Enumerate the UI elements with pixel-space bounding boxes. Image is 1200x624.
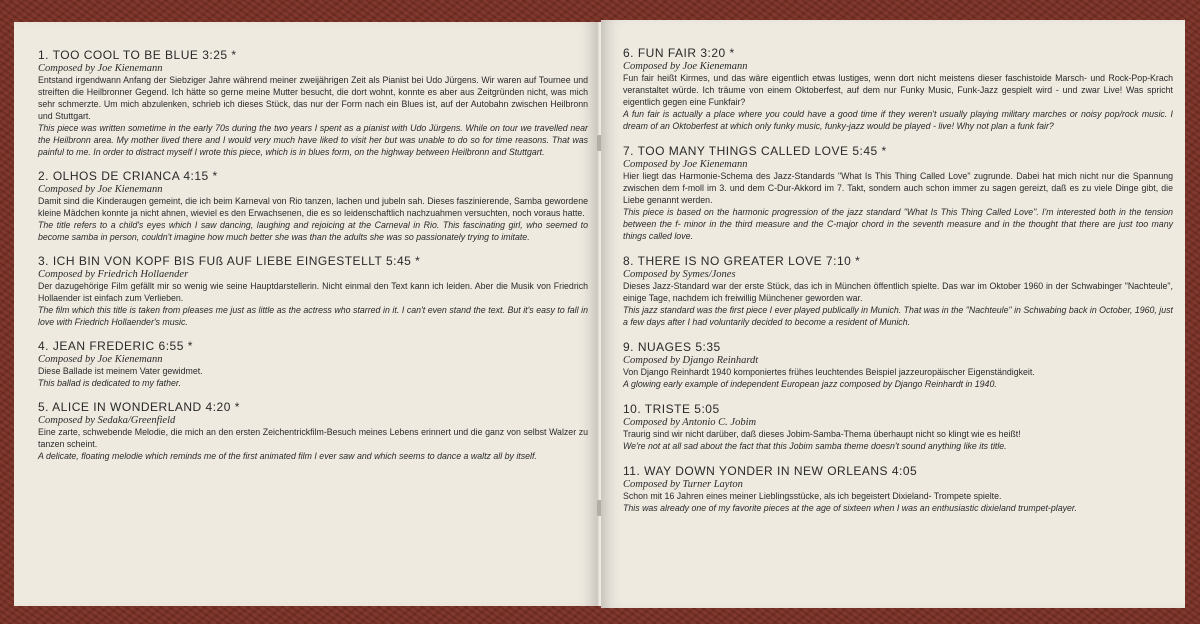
track-notes-german: Traurig sind wir nicht darüber, daß dieses Jobim-Samba-Thema überhaupt nicht so klingt wie es heißt! xyxy=(623,429,1021,439)
track-composer: Composed by Antonio C. Jobim xyxy=(623,417,757,428)
right-page xyxy=(601,20,1185,608)
track-composer: Composed by Joe Kienemann xyxy=(623,61,748,72)
track-composer: Composed by Symes/Jones xyxy=(623,269,736,280)
track-entry xyxy=(623,340,1173,390)
track-composer: Composed by Sedaka/Greenfield xyxy=(38,415,176,426)
track-title: 1. TOO COOL TO BE BLUE 3:25 * xyxy=(38,48,237,62)
track-notes-english: A delicate, floating melodie which reminds me of the first animated film I ever saw and which seems to dance a waltz all by itself. xyxy=(38,451,537,461)
track-title: 9. NUAGES 5:35 xyxy=(623,340,721,354)
track-notes-english: This piece was written sometime in the early 70s during the two years I spent as a pianist with Udo Jürgens. While on tour we travelled near the Heilbronn area. My mother lived there and I would very much have liked to visit her but was unable to do so for time reasons. That was painful to me. In order to distract myself I wrote this piece, which is in blues form, on the highway between Heilbronn and Stuttgart. xyxy=(38,123,588,157)
track-composer: Composed by Turner Layton xyxy=(623,479,743,490)
track-composer: Composed by Joe Kienemann xyxy=(38,354,163,365)
track-title: 11. WAY DOWN YONDER IN NEW ORLEANS 4:05 xyxy=(623,464,918,478)
track-title: 7. TOO MANY THINGS CALLED LOVE 5:45 * xyxy=(623,144,887,158)
track-entry xyxy=(38,400,588,462)
track-notes-english: This jazz standard was the first piece I ever played publically in Munich. That was in the "Nachteule" in Schwabing back in October, 1960, just a few days after I had voluntarily decided to become a resident of Munich. xyxy=(623,305,1173,327)
track-entry xyxy=(623,254,1173,328)
track-entry xyxy=(623,46,1173,132)
track-notes-german: Fun fair heißt Kirmes, und das wäre eigentlich etwas lustiges, wenn dort nicht meistens dieser faschistoide Marsch- und Rock-Pop-Krach veranstaltet würde. Ich träume von einem Oktoberfest, auf dem nur Funky Music, Funk-Jazz gespielt wird - und zwar Live! Was spricht eigentlich gegen eine Funkfair? xyxy=(623,73,1173,107)
track-title: 2. OLHOS DE CRIANCA 4:15 * xyxy=(38,169,218,183)
track-notes-german: Eine zarte, schwebende Melodie, die mich an den ersten Zeichentrickfilm-Besuch meines Lebens erinnert und die ganz von selbst Walzer zu tanzen scheint. xyxy=(38,427,588,449)
track-composer: Composed by Django Reinhardt xyxy=(623,355,759,366)
track-notes-german: Hier liegt das Harmonie-Schema des Jazz-Standards "What Is This Thing Called Love" zugrunde. Dabei hat mich nicht nur die Spannung zwischen dem f-moll im 3. und dem C-Dur-Akkord im 7. Takt, sondern auch schon immer zu sagen gereizt, daß es zu viele Dinge gibt, die Liebe genannt werden. xyxy=(623,171,1173,205)
track-notes-german: Schon mit 16 Jahren eines meiner Lieblingsstücke, als ich begeistert Dixieland- Trompete spielte. xyxy=(623,491,1002,501)
track-title: 4. JEAN FREDERIC 6:55 * xyxy=(38,339,193,353)
track-notes-german: Dieses Jazz-Standard war der erste Stück, das ich in München öffentlich spielte. Das war im Oktober 1960 in der Schwabinger "Nachteule", einige Tage, nachdem ich freiwillig Münchener geworden war. xyxy=(623,281,1173,303)
track-notes-german: Damit sind die Kinderaugen gemeint, die ich beim Karneval von Rio tanzen, lachen und jubeln sah. Dieses faszinierende, Samba gewordene kleine Mädchen konnte ja nicht ahnen, wieviel es den Erwachsenen, die es so leidenschaftlich nachzuahmen versuchten, noch voraus hatte. xyxy=(38,196,588,218)
track-notes-german: Der dazugehörige Film gefällt mir so wenig wie seine Hauptdarstellerin. Nicht einmal den Text kann ich leiden. Aber die Musik von Friedrich Hollaender ist einfach zum Verlieben. xyxy=(38,281,588,303)
track-composer: Composed by Joe Kienemann xyxy=(38,184,163,195)
track-notes-english: This piece is based on the harmonic progression of the jazz standard "What Is This Thing Called Love". I'm interested both in the tension between the f- minor in the third measure and the C-major chord in the seventh measure and in the thought that there are just too many things called love. xyxy=(623,207,1173,241)
track-notes-english: The title refers to a child's eyes which I saw dancing, laughing and rejoicing at the Carneval in Rio. This fascinating girl, who seemed to become samba in person, couldn't imagine how much better she was than the adults she was so passionately trying to imitate. xyxy=(38,220,588,242)
track-entry xyxy=(623,464,1173,514)
track-entry xyxy=(623,402,1173,452)
track-entry xyxy=(38,254,588,328)
track-notes-english: A fun fair is actually a place where you could have a good time if they weren't usually playing military marches or noisy pop/rock music. I dream of an Oktoberfest at which only funky music, funky-jazz would be played - live! Why not plan a funk fair? xyxy=(623,109,1173,131)
track-title: 3. ICH BIN VON KOPF BIS FUß AUF LIEBE EINGESTELLT 5:45 * xyxy=(38,254,421,268)
left-page xyxy=(14,22,598,606)
track-notes-english: This ballad is dedicated to my father. xyxy=(38,378,181,388)
track-notes-german: Diese Ballade ist meinem Vater gewidmet. xyxy=(38,366,203,376)
track-notes-german: Entstand irgendwann Anfang der Siebziger Jahre während meiner zweijährigen Zeit als Pianist bei Udo Jürgens. Wir waren auf Tournee und streiften die Heilbronner Gegend. Ich hätte so gerne meine Mutter besucht, die dort wohnt, konnte es aber aus Zeitgründen nicht, was mich sehr schmerzte. Um mich abzulenken, schrieb ich dieses Stück, das nur der Form nach ein Blues ist, auf der Autobahn zwischen Heilbronn und Stuttgart. xyxy=(38,75,588,121)
track-notes-english: A glowing early example of independent European jazz composed by Django Reinhardt in 1940. xyxy=(623,379,997,389)
track-title: 8. THERE IS NO GREATER LOVE 7:10 * xyxy=(623,254,861,268)
track-entry xyxy=(38,339,588,389)
track-notes-english: We're not at all sad about the fact that this Jobim samba theme doesn't sound anything like its title. xyxy=(623,441,1007,451)
track-entry xyxy=(38,48,588,158)
track-entry xyxy=(623,144,1173,242)
track-composer: Composed by Joe Kienemann xyxy=(38,63,163,74)
track-title: 5. ALICE IN WONDERLAND 4:20 * xyxy=(38,400,240,414)
track-entry xyxy=(38,169,588,243)
track-notes-english: This was already one of my favorite pieces at the age of sixteen when I was an enthusiastic dixieland trumpet-player. xyxy=(623,503,1077,513)
track-title: 6. FUN FAIR 3:20 * xyxy=(623,46,735,60)
track-composer: Composed by Joe Kienemann xyxy=(623,159,748,170)
track-notes-english: The film which this title is taken from pleases me just as little as the actress who starred in it. I can't even stand the text. But it's easy to fall in love with Friedrich Hollaender's music. xyxy=(38,305,588,327)
track-notes-german: Von Django Reinhardt 1940 komponiertes frühes leuchtendes Beispiel jazzeuropäischer Eigenständigkeit. xyxy=(623,367,1035,377)
track-title: 10. TRISTE 5:05 xyxy=(623,402,720,416)
track-composer: Composed by Friedrich Hollaender xyxy=(38,269,189,280)
